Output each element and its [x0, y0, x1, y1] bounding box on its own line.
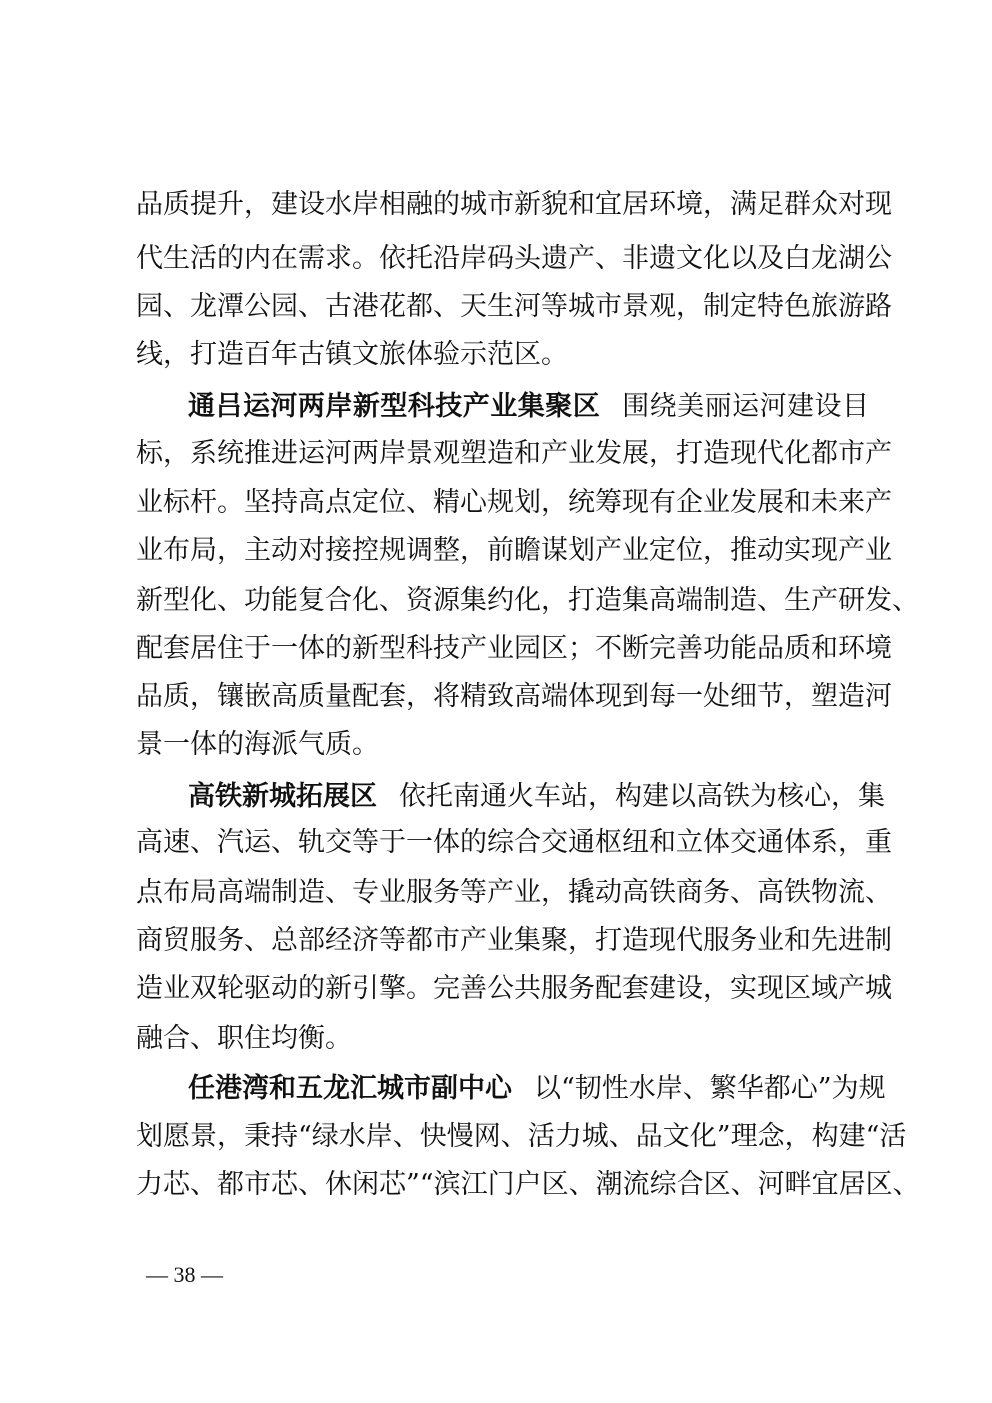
paragraph-3-line-3: 点布局高端制造、专业服务等产业，撬动高铁商务、高铁物流、: [136, 877, 892, 908]
page-number: — 38 —: [146, 1262, 223, 1287]
paragraph-4-line-2: 划愿景，秉持“绿水岸、快慢网、活力城、品文化”理念，构建“活: [136, 1121, 907, 1152]
paragraph-2-line-6: 配套居住于一体的新型科技产业园区；不断完善功能品质和环境: [136, 633, 892, 664]
paragraph-3-line-6: 融合、职住均衡。: [136, 1023, 352, 1054]
paragraph-4-first-line-text: 以“韧性水岸、繁华都心”为规: [534, 1073, 886, 1104]
section-heading-rengang-bay: 任港湾和五龙汇城市副中心: [188, 1073, 512, 1104]
paragraph-1-line-2: 代生活的内在需求。依托沿岸码头遗产、非遗文化以及白龙湖公: [136, 243, 892, 274]
paragraph-2-first-line-text: 围绕美丽运河建设目: [622, 391, 870, 422]
paragraph-1-line-1: 品质提升，建设水岸相融的城市新貌和宜居环境，满足群众对现: [136, 189, 892, 220]
paragraph-2-line-8: 景一体的海派气质。: [136, 729, 379, 760]
paragraph-1-line-4: 线，打造百年古镇文旅体验示范区。: [136, 339, 568, 370]
paragraph-1-line-3: 园、龙潭公园、古港花都、天生河等城市景观，制定特色旅游路: [136, 291, 892, 322]
section-heading-canal-tech: 通吕运河两岸新型科技产业集聚区: [188, 391, 601, 422]
paragraph-2-line-5: 新型化、功能复合化、资源集约化，打造集高端制造、生产研发、: [136, 585, 919, 616]
paragraph-4-line-3: 力芯、都市芯、休闲芯”“滨江门户区、潮流综合区、河畔宜居区、: [136, 1169, 920, 1200]
paragraph-3-line-2: 高速、汽运、轨交等于一体的综合交通枢纽和立体交通体系，重: [136, 827, 892, 858]
paragraph-4-first-line: [188, 1072, 886, 1106]
section-heading-high-speed-rail: 高铁新城拓展区: [188, 781, 377, 812]
paragraph-3-first-line: [188, 780, 885, 814]
paragraph-2-line-3: 业标杆。坚持高点定位、精心规划，统筹现有企业发展和未来产: [136, 487, 892, 518]
paragraph-2-line-7: 品质，镶嵌高质量配套，将精致高端体现到每一处细节，塑造河: [136, 681, 892, 712]
paragraph-3-line-4: 商贸服务、总部经济等都市产业集聚，打造现代服务业和先进制: [136, 925, 892, 956]
paragraph-2-line-2: 标，系统推进运河两岸景观塑造和产业发展，打造现代化都市产: [136, 438, 892, 469]
paragraph-2-line-4: 业布局，主动对接控规调整，前瞻谋划产业定位，推动实现产业: [136, 535, 892, 566]
paragraph-3-line-5: 造业双轮驱动的新引擎。完善公共服务配套建设，实现区域产城: [136, 973, 892, 1004]
paragraph-3-first-line-text: 依托南通火车站，构建以高铁为核心，集: [399, 781, 885, 812]
paragraph-2-first-line: [188, 390, 869, 424]
